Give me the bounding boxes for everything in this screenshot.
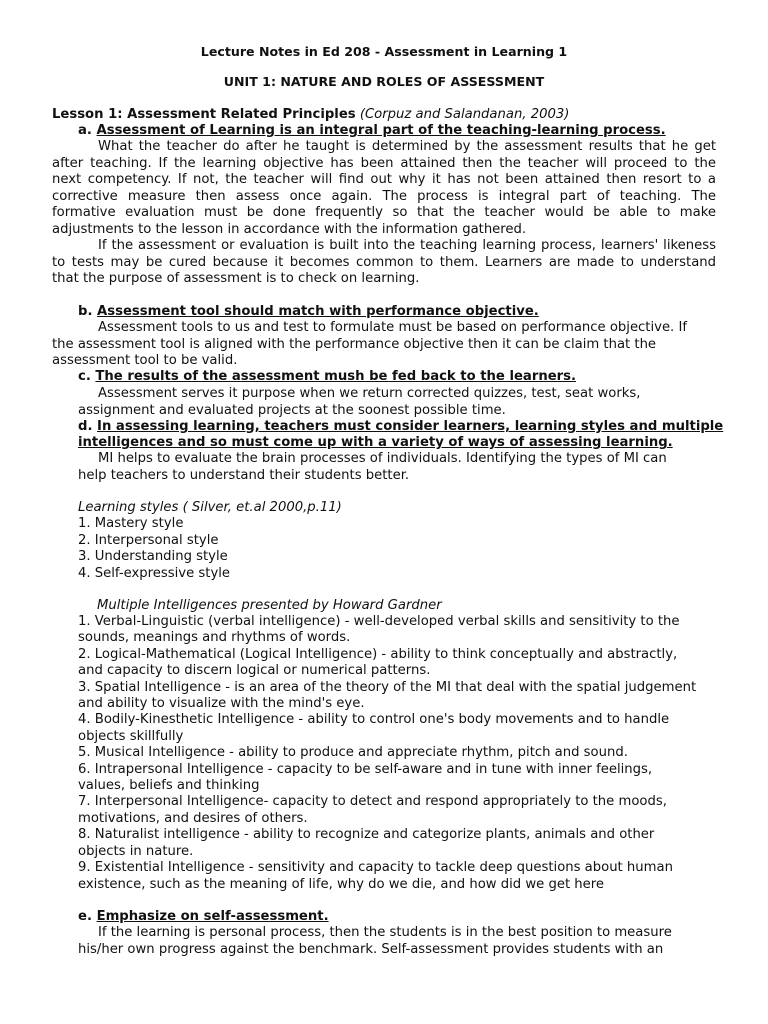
list-line: motivations, and desires of others. xyxy=(78,810,308,826)
list-line: 8. Naturalist intelligence - ability to recognize and categorize plants, animals and other xyxy=(78,827,655,843)
list-line: existence, such as the meaning of life, why do we die, and how did we get here xyxy=(78,876,605,892)
text-line: help teachers to understand their students better. xyxy=(78,467,410,483)
principle-d-title-line-2: intelligences and so must come up with a variety of ways of assessing learning. xyxy=(78,435,673,450)
text-line: If the assessment or evaluation is built into the teaching learning process, learners' likeness xyxy=(98,238,716,253)
text-line: that the purpose of assessment is to check on learning. xyxy=(52,271,420,286)
text-line: corrective measure then assess once again. The process is integral part of teaching. The xyxy=(52,188,716,204)
principle-c-marker: c. xyxy=(78,369,91,384)
principle-a-paragraph-2 xyxy=(52,238,716,288)
principle-d-paragraph xyxy=(52,451,716,484)
principle-b-paragraph xyxy=(52,320,716,370)
list-line: 3. Spatial Intelligence - is an area of the theory of the MI that deal with the spatial judgement xyxy=(78,679,697,695)
text-line: What the teacher do after he taught is determined by the assessment results that he get xyxy=(98,139,716,154)
principle-a-heading xyxy=(78,123,768,139)
principle-b-title: Assessment tool should match with performance objective. xyxy=(97,304,539,319)
principle-a-paragraph-1 xyxy=(52,139,716,238)
course-title: Lecture Notes in Ed 208 - Assessment in Learning 1 xyxy=(200,44,568,59)
list-line: 9. Existential Intelligence - sensitivity and capacity to tackle deep questions about human xyxy=(78,860,673,876)
list-item: 2. Interpersonal style xyxy=(78,532,219,548)
list-line: and capacity to discern logical or numerical patterns. xyxy=(78,663,431,679)
lesson-citation: (Corpuz and Salandanan, 2003) xyxy=(359,107,570,122)
text-line: formative evaluation must be done frequently so that the teacher would be able to make xyxy=(52,205,716,220)
list-line: 5. Musical Intelligence - ability to produce and appreciate rhythm, pitch and sound. xyxy=(78,745,628,761)
principle-e-paragraph xyxy=(78,925,716,958)
text-line: to tests may be cured because it becomes common to them. Learners are made to understand xyxy=(52,254,716,270)
list-item: 1. Mastery style xyxy=(78,516,184,531)
list-line: 4. Bodily-Kinesthetic Intelligence - ability to control one's body movements and to handle xyxy=(78,712,670,728)
list-line: values, beliefs and thinking xyxy=(78,778,260,794)
principle-c-heading xyxy=(78,369,768,385)
principle-c-title: The results of the assessment mush be fed back to the learners. xyxy=(95,369,577,384)
list-line: 6. Intrapersonal Intelligence - capacity to be self-aware and in tune with inner feelings, xyxy=(78,761,653,777)
principle-e-marker: e. xyxy=(78,909,92,924)
list-line: objects in nature. xyxy=(78,843,194,859)
text-line: assignment and evaluated projects at the soonest possible time. xyxy=(78,402,506,418)
principle-c-paragraph xyxy=(52,386,716,419)
list-line: objects skillfully xyxy=(78,728,184,744)
list-line: sounds, meanings and rhythms of words. xyxy=(78,630,351,646)
learning-styles-list xyxy=(78,516,478,582)
text-line: If the learning is personal process, then the students is in the best position to measure xyxy=(98,925,672,940)
list-line: 7. Interpersonal Intelligence- capacity to detect and respond appropriately to the moods, xyxy=(78,794,667,810)
text-line: after teaching. If the learning objective has been attained then the teacher will proceed to the xyxy=(52,155,716,171)
multiple-intelligences-title: Multiple Intelligences presented by Howard Gardner xyxy=(97,598,442,613)
principle-d-heading xyxy=(78,419,768,435)
multiple-intelligences-list xyxy=(78,614,728,893)
list-line: and ability to visualize with the mind's eye. xyxy=(78,696,365,712)
principle-d-marker: d. xyxy=(78,419,93,434)
text-line: MI helps to evaluate the brain processes of individuals. Identifying the types of MI can xyxy=(98,451,667,466)
text-line: Assessment serves it purpose when we return corrected quizzes, test, seat works, xyxy=(98,386,641,401)
principle-d-heading-cont xyxy=(78,435,768,451)
list-item: 3. Understanding style xyxy=(78,549,228,564)
text-line: assessment tool to be valid. xyxy=(52,353,238,368)
principle-d-title-line-1: In assessing learning, teachers must consider learners, learning styles and multiple xyxy=(97,419,724,434)
lesson-title: Lesson 1: Assessment Related Principles xyxy=(52,107,356,122)
text-line: next competency. If not, the teacher will find out why it has not been attained then resort to a xyxy=(52,172,716,187)
list-line: 2. Logical-Mathematical (Logical Intelligence) - ability to think conceptually and abstractly, xyxy=(78,646,678,662)
unit-title: UNIT 1: NATURE AND ROLES OF ASSESSMENT xyxy=(223,74,545,89)
principle-b-marker: b. xyxy=(78,304,93,319)
principle-e-heading xyxy=(78,909,768,925)
text-line: Assessment tools to us and test to formulate must be based on performance objective. If xyxy=(98,320,687,335)
lesson-heading xyxy=(52,107,768,123)
principle-a-marker: a. xyxy=(78,123,92,138)
learning-styles-title: Learning styles ( Silver, et.al 2000,p.11) xyxy=(78,500,342,515)
principle-b-heading xyxy=(78,304,768,320)
list-line: 1. Verbal-Linguistic (verbal intelligence) - well-developed verbal skills and sensitivity to the xyxy=(78,614,680,629)
principle-e-title: Emphasize on self-assessment. xyxy=(96,909,329,924)
text-line: his/her own progress against the benchmark. Self-assessment provides students with an xyxy=(78,941,664,957)
text-line: the assessment tool is aligned with the performance objective then it can be claim that the xyxy=(52,336,657,352)
text-line: adjustments to the lesson in accordance with the information gathered. xyxy=(52,221,527,237)
principle-a-title: Assessment of Learning is an integral part of the teaching-learning process. xyxy=(96,123,666,138)
list-item: 4. Self-expressive style xyxy=(78,565,231,581)
